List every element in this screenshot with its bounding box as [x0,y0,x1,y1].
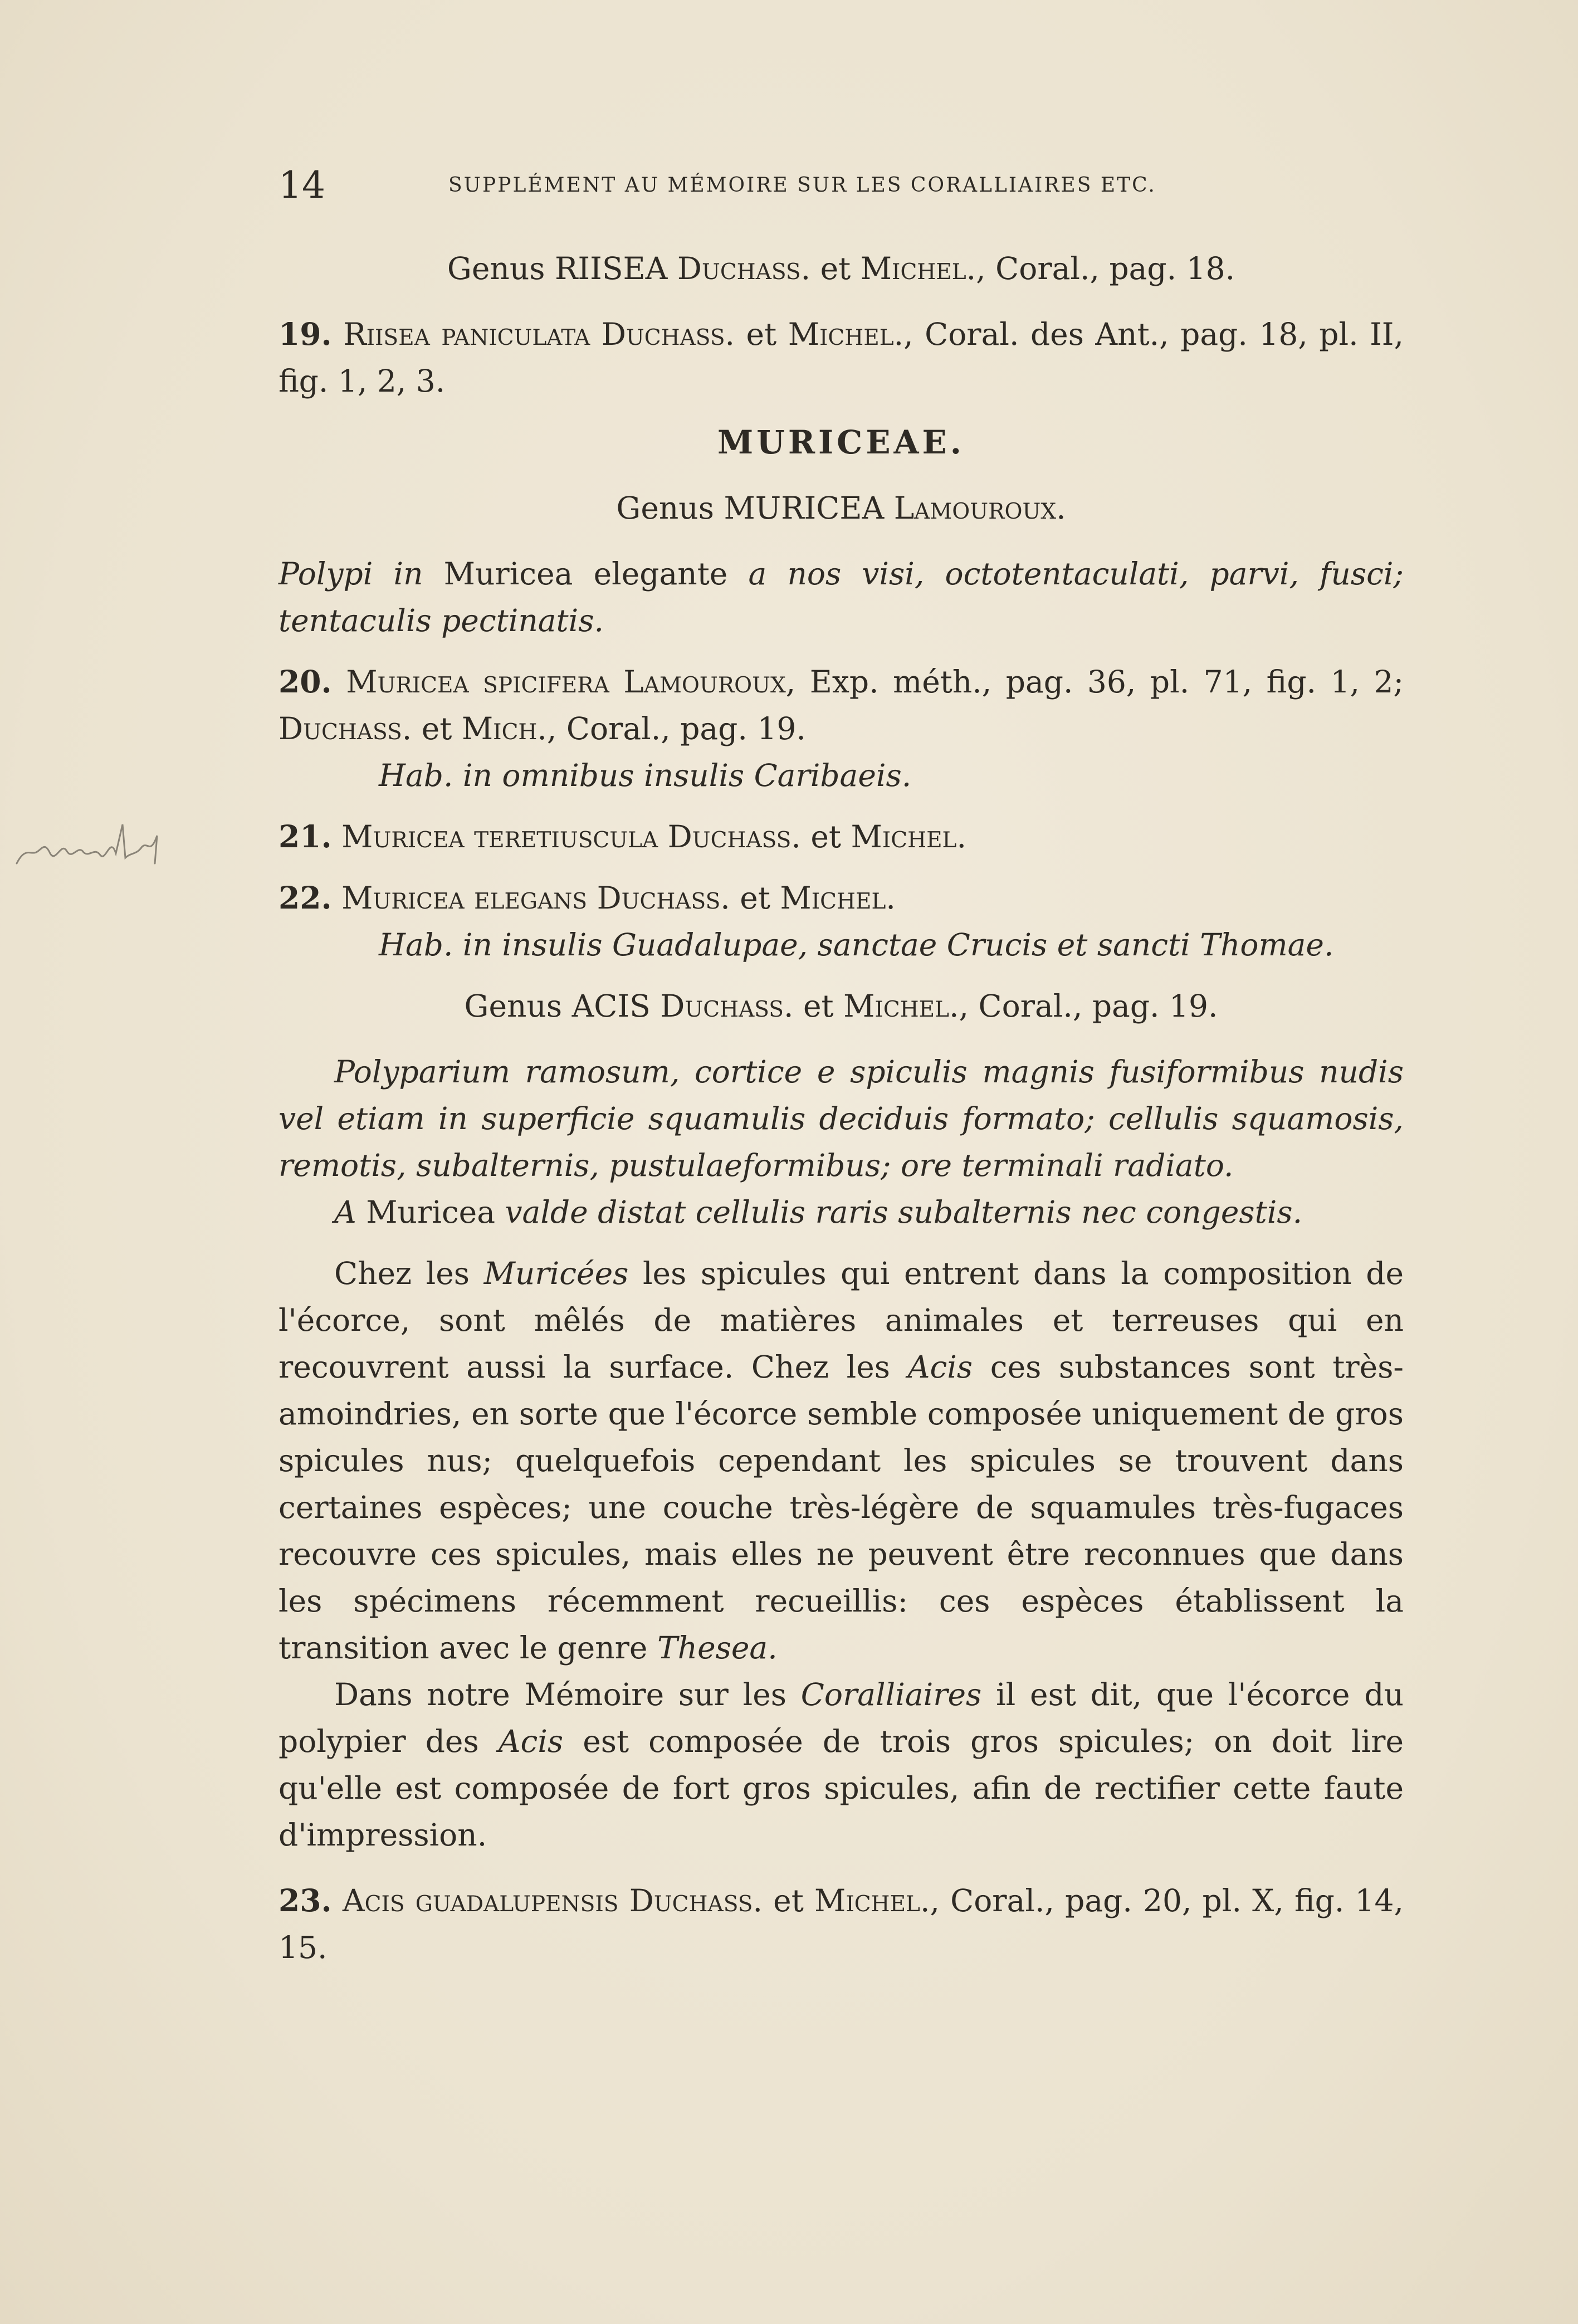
author: Lamouroux [623,664,786,700]
species-entry-23 [279,1877,1404,1971]
author: Duchass. [597,880,730,916]
genus-acis-heading [279,983,1404,1029]
author: Duchass. [677,251,811,286]
habitat-22: Hab. in insulis Guadalupae, sanctae Crucis et sancti Thomae. [379,927,1334,963]
author: Lamouroux. [893,490,1066,526]
reference: , Coral., pag. 20, pl. X, fig. 14, 15. [279,1883,1404,1965]
species-genus: Muricea [341,880,465,916]
genus-name: RIISEA [554,251,668,286]
entry-number: 23. [279,1882,332,1918]
author: Duchass. [660,988,794,1024]
note-text: Dans notre Mémoire sur les [334,1677,786,1712]
section-title-muriceae: MURICEAE. [717,423,965,461]
author: Duchass. [279,711,412,746]
habitat-20: Hab. in omnibus insulis Caribaeis. [379,758,912,793]
conjunction: et [773,1883,804,1918]
species-genus: Riisea [343,316,430,352]
conjunction: et [746,316,777,352]
note-paragraph-1 [279,1250,1404,1671]
genus-word: Genus [464,988,563,1024]
genus-reference: Muricea [443,556,573,592]
genus-muricea-heading [279,485,1404,531]
author: Michel. [851,819,966,855]
entry-number: 19. [279,316,332,352]
note-text: est composée de trois gros spicules; on doit lire qu'elle est composée de fort gros spicules, afin de rectifier cette faute d'impression. [279,1724,1404,1853]
reference: , Exp. méth., pag. 36, pl. 71, fig. 1, 2; [785,664,1404,700]
species-entry-19 [279,311,1404,404]
genus-word: Genus [447,251,545,286]
reference: , Coral., pag. 18. [976,251,1235,286]
genus-riisea-heading [279,245,1404,292]
genus-name: MURICEA [724,490,885,526]
page-body [279,245,1404,1985]
genus-reference: Coralliaires [800,1677,982,1712]
species-genus: Acis [342,1883,405,1918]
conjunction: et [803,988,834,1024]
species-entry-22 [279,875,1404,921]
genus-reference: Muricea [366,1194,495,1230]
species-name: elegans [474,880,588,916]
species-entry-21 [279,813,1404,860]
note-text: ces substances sont très-amoindries, en sorte que l'écorce semble composée uniquement de gros spicules nus; quelquefois cependant les spicules se trouvent dans certaines espèces; une couche très-légère de squamules très-fugaces recouvre ces spicules, mais elles ne peuvent être reconnues que dans les spécimens récemment recueillis: ces espèces établissent la transition avec le genre [279,1349,1404,1666]
description-text: elegante [593,556,728,592]
description-text: valde distat cellulis raris subalternis nec congestis. [505,1194,1303,1230]
author: Duchass. [667,819,801,855]
author: Michel. [843,988,959,1024]
entry-number: 22. [279,880,332,916]
page-number: 14 [279,164,325,207]
author: Duchass. [601,316,735,352]
species-genus: Muricea [346,664,469,700]
genus-name: ACIS [571,988,651,1024]
author: Duchass. [629,1883,763,1918]
species-name: spicifera [483,664,609,700]
conjunction: et [740,880,770,916]
genus-reference: Thesea. [657,1630,778,1666]
species-name: teretiuscula [474,819,658,855]
reference: , Coral. des Ant., pag. 18, pl. II, fig. 1, 2, 3. [279,316,1404,399]
note-text: Chez les [334,1256,470,1291]
pencil-scribble [11,802,178,880]
conjunction: et [820,251,851,286]
species-name: paniculata [441,316,590,352]
reference: , Coral., pag. 19. [546,711,806,746]
description-text: Polypi in [279,556,423,592]
acis-description [279,1048,1404,1236]
reference: , Coral., pag. 19. [959,988,1218,1024]
running-title: SUPPLÉMENT AU MÉMOIRE SUR LES CORALLIAIRES ETC. [448,174,1156,197]
genus-reference: Acis [907,1349,973,1385]
muricea-description [279,550,1404,644]
note-paragraph-2 [279,1671,1404,1858]
genus-reference: Muricées [483,1256,629,1291]
note-text: il est dit, que l'écorce du polypier des [279,1677,1404,1759]
french-notes [279,1250,1404,1858]
author: Michel. [788,316,904,352]
acis-distinction [279,1189,1404,1236]
genus-reference: Acis [498,1724,564,1759]
species-genus: Muricea [341,819,465,855]
acis-diagnosis: Polyparium ramosum, cortice e spiculis magnis fusiformibus nudis vel etiam in superficie squamulis deciduis formato; cellulis squamosis, remotis, subalternis, pustulaeformibus; ore terminali radiato. [279,1054,1404,1183]
author: Michel. [814,1883,930,1918]
genus-word: Genus [616,490,714,526]
author: Michel. [780,880,896,916]
page-header [279,160,1315,211]
conjunction: et [810,819,842,855]
description-text: A [334,1194,356,1230]
note-text: les spicules qui entrent dans la composition de l'écorce, sont mêlés de matières animales et terreuses qui en recouvrent aussi la surface. Chez les [279,1256,1404,1385]
species-name: guadalupensis [415,1883,619,1918]
description-text: a nos visi, octotentaculati, parvi, fusci; tentaculis pectinatis. [279,556,1404,638]
author: Mich. [461,711,547,746]
conjunction: et [421,711,452,746]
entry-number: 21. [279,818,332,855]
entry-number: 20. [279,663,332,700]
species-entry-20 [279,658,1404,752]
author: Michel. [860,251,976,286]
